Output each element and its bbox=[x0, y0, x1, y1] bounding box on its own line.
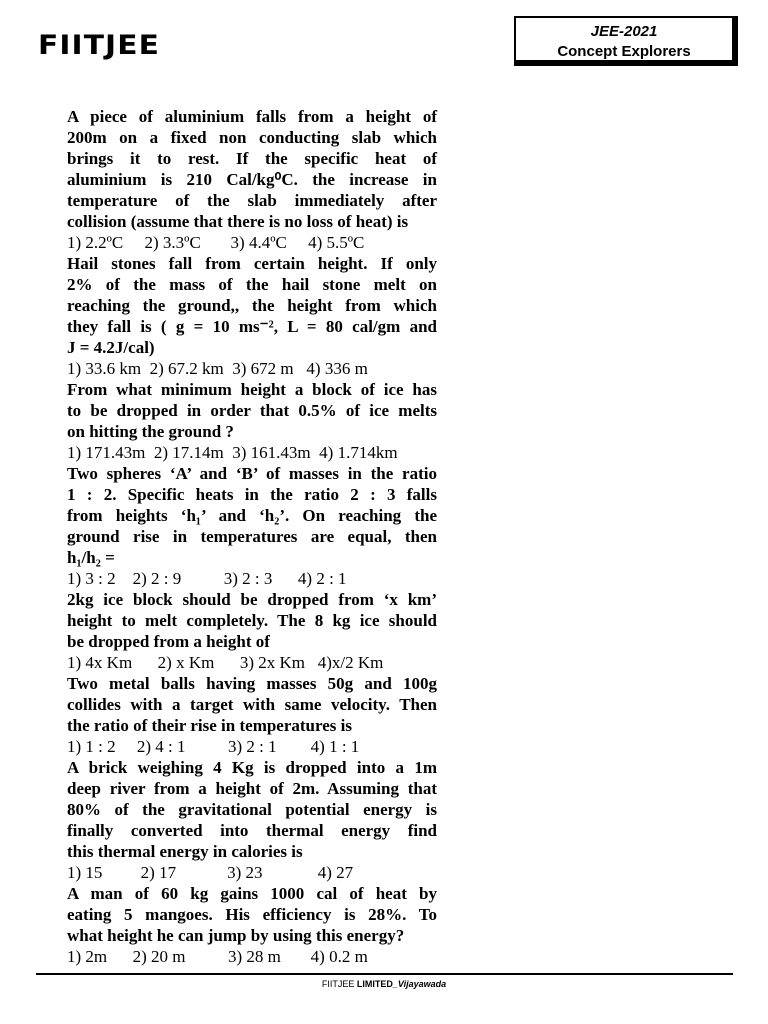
question-item bbox=[67, 757, 437, 883]
question-list bbox=[67, 106, 437, 967]
question-stem bbox=[67, 883, 437, 946]
question-stem-line: collides with a target with same velocity. Then bbox=[67, 695, 437, 714]
question-stem-line: this thermal energy in calories is bbox=[67, 842, 303, 861]
question-options: 1) 2.2ºC 2) 3.3ºC 3) 4.4ºC 4) 5.5ºC bbox=[67, 233, 365, 252]
question-stem bbox=[67, 253, 437, 358]
exam-tag-box bbox=[514, 16, 738, 66]
question-stem bbox=[67, 106, 437, 232]
question-item bbox=[67, 589, 437, 673]
question-stem-line: ground rise in temperatures are equal, then bbox=[67, 527, 437, 546]
question-item bbox=[67, 883, 437, 967]
question-item bbox=[67, 106, 437, 253]
question-stem-line: Hail stones fall from certain height. If only bbox=[67, 254, 437, 273]
footer-divider bbox=[36, 973, 733, 975]
footer-bold: LIMITED bbox=[356, 979, 393, 989]
question-stem-line: eating 5 mangoes. His efficiency is 28%. To bbox=[67, 905, 437, 924]
question-stem-line: A piece of aluminium falls from a height of bbox=[67, 107, 437, 126]
page-footer bbox=[0, 979, 768, 989]
question-stem-line: 200m on a fixed non conducting slab which bbox=[67, 128, 437, 147]
fiitjee-logo: FIITJEE bbox=[38, 30, 160, 61]
question-stem-line: they fall is ( g = 10 ms⁻², L = 80 cal/gm and bbox=[67, 317, 437, 336]
question-stem bbox=[67, 589, 437, 652]
question-stem-line: deep river from a height of 2m. Assuming that bbox=[67, 779, 437, 798]
footer-italic: _Vijayawada bbox=[392, 979, 447, 989]
footer-prefix: FIITJEE bbox=[321, 979, 357, 989]
question-item bbox=[67, 463, 437, 589]
question-stem bbox=[67, 379, 437, 442]
question-stem-line: h₁/h₂ = bbox=[67, 548, 115, 567]
question-stem-line: From what minimum height a block of ice has bbox=[67, 380, 437, 399]
question-stem-line: 1 : 2. Specific heats in the ratio 2 : 3 falls bbox=[67, 485, 437, 504]
question-options: 1) 1 : 2 2) 4 : 1 3) 2 : 1 4) 1 : 1 bbox=[67, 737, 360, 756]
question-stem-line: 80% of the gravitational potential energy is bbox=[67, 800, 437, 819]
question-stem-line: brings it to rest. If the specific heat of bbox=[67, 149, 437, 168]
question-item bbox=[67, 253, 437, 379]
question-stem bbox=[67, 673, 437, 736]
question-options: 1) 4x Km 2) x Km 3) 2x Km 4)x/2 Km bbox=[67, 653, 384, 672]
question-stem-line: from heights ‘h₁’ and ‘h₂’. On reaching the bbox=[67, 506, 437, 525]
question-options: 1) 3 : 2 2) 2 : 9 3) 2 : 3 4) 2 : 1 bbox=[67, 569, 347, 588]
question-stem-line: on hitting the ground ? bbox=[67, 422, 234, 441]
question-item bbox=[67, 379, 437, 463]
question-stem-line: finally converted into thermal energy find bbox=[67, 821, 437, 840]
question-stem-line: be dropped from a height of bbox=[67, 632, 270, 651]
question-item bbox=[67, 673, 437, 757]
question-stem-line: aluminium is 210 Cal/kg⁰C. the increase in bbox=[67, 170, 437, 189]
question-stem-line: the ratio of their rise in temperatures is bbox=[67, 716, 352, 735]
question-stem-line: reaching the ground,, the height from which bbox=[67, 296, 437, 315]
question-options: 1) 2m 2) 20 m 3) 28 m 4) 0.2 m bbox=[67, 947, 368, 966]
question-stem-line: height to melt completely. The 8 kg ice should bbox=[67, 611, 437, 630]
question-stem-line: 2% of the mass of the hail stone melt on bbox=[67, 275, 437, 294]
question-stem-line: to be dropped in order that 0.5% of ice melts bbox=[67, 401, 437, 420]
question-options: 1) 171.43m 2) 17.14m 3) 161.43m 4) 1.714km bbox=[67, 443, 398, 462]
question-options: 1) 33.6 km 2) 67.2 km 3) 672 m 4) 336 m bbox=[67, 359, 368, 378]
question-stem-line: what height he can jump by using this energy? bbox=[67, 926, 405, 945]
question-options: 1) 15 2) 17 3) 23 4) 27 bbox=[67, 863, 354, 882]
question-stem-line: 2kg ice block should be dropped from ‘x km’ bbox=[67, 590, 437, 609]
question-stem-line: Two spheres ‘A’ and ‘B’ of masses in the ratio bbox=[67, 464, 437, 483]
question-stem bbox=[67, 463, 437, 568]
question-stem-line: temperature of the slab immediately after bbox=[67, 191, 437, 210]
question-stem-line: J = 4.2J/cal) bbox=[67, 338, 155, 357]
question-stem-line: Two metal balls having masses 50g and 100g bbox=[67, 674, 437, 693]
question-stem-line: A brick weighing 4 Kg is dropped into a 1m bbox=[67, 758, 437, 777]
question-stem bbox=[67, 757, 437, 862]
exam-title: JEE-2021 bbox=[590, 23, 658, 40]
series-title: Concept Explorers bbox=[557, 43, 691, 60]
question-stem-line: collision (assume that there is no loss of heat) is bbox=[67, 212, 409, 231]
question-stem-line: A man of 60 kg gains 1000 cal of heat by bbox=[67, 884, 437, 903]
